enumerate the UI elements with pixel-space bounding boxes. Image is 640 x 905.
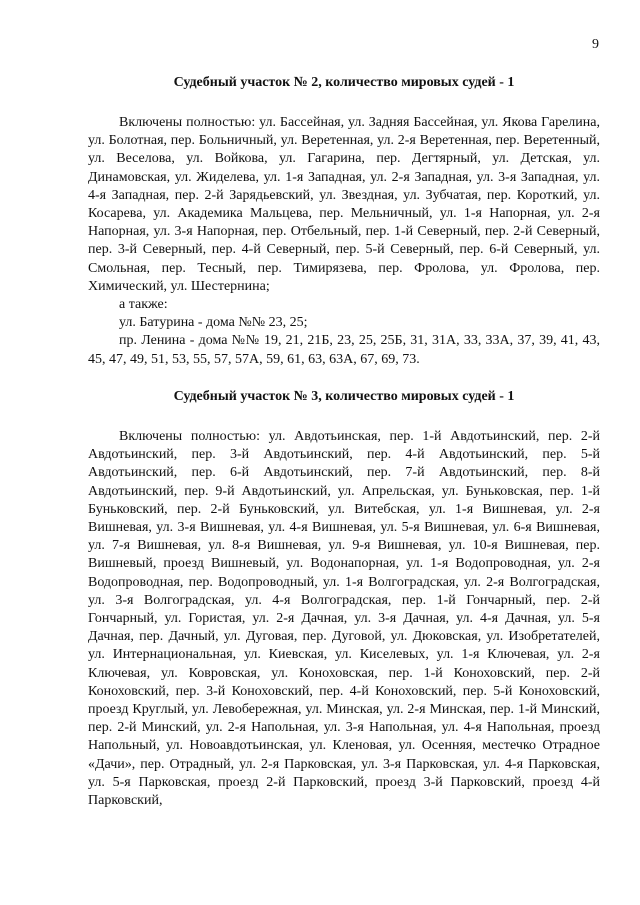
full-inclusion-paragraph: Включены полностью: ул. Авдотьинская, пер. 1-й Авдотьинский, пер. 2-й Авдотьинский, пер. 3-й Авдотьинский, пер. 4-й Авдотьинский, пер. 5-й Авдотьинский, пер. 6-й Авдотьинский, пер. 7-й Авдотьинский, пер. 8-й Авдотьинский, пер. 9-й Авдотьинский, ул. Апрельская, ул. Буньковская, пер. 1-й Буньковский, пер. 2-й Буньковский, ул. Витебская, ул. 1-я Вишневая, ул. 2-я Вишневая, ул. 3-я Вишневая, ул. 4-я Вишневая, ул. 5-я Вишневая, ул. 6-я Вишневая, ул. 7-я Вишневая, ул. 8-я Вишневая, ул. 9-я Вишневая, ул. 10-я Вишневая, пер. Вишневый, проезд Вишневый, ул. Водонапорная, ул. 1-я Водопроводная, ул. 2-я Водопроводная, пер. Водопроводный, ул. 1-я Волгоградская, ул. 2-я Волгоградская, ул. 3-я Волгоградская, ул. 4-я Волгоградская, пер. 1-й Гончарный, пер. 2-й Гончарный, ул. Гористая, ул. 2-я Дачная, ул. 3-я Дачная, ул. 4-я Дачная, ул. 5-я Дачная, пер. Дачный, ул. Дуговая, пер. Дуговой, ул. Дюковская, ул. Изобретателей, ул. Интернациональная, ул. Киевская, ул. Киселевых, ул. 1-я Ключевая, ул. 2-я Ключевая, ул. Ковровская, ул. Коноховская, пер. 1-й Коноховский, пер. 2-й Коноховский, пер. 3-й Коноховский, пер. 4-й Коноховский, пер. 5-й Коноховский, проезд Круглый, ул. Левобережная, ул. Минская, ул. 2-я Минская, пер. 1-й Минский, пер. 2-й Минский, ул. 2-я Напольная, ул. 3-я Напольная, ул. 4-я Напольная, проезд Напольный, ул. Новоавдотьинская, ул. Кленовая, ул. Осенняя, местечко Отрадное «Дачи», пер. Отрадный, ул. 2-я Парковская, ул. 3-я Парковская, ул. 4-я Парковская, ул. 5-я Парковская, проезд 2-й Парковский, проезд 3-й Парковский, проезд 4-й Парковский, <box>88 429 600 809</box>
court-section-3 <box>88 388 600 810</box>
also-label: а также: <box>119 297 168 313</box>
section-body <box>88 428 600 810</box>
section-title: Судебный участок № 2, количество мировых судей - 1 <box>173 75 515 90</box>
court-section-2 <box>88 74 600 369</box>
page-number: 9 <box>592 37 599 52</box>
section-title: Судебный участок № 3, количество мировых судей - 1 <box>173 389 515 404</box>
also-item-baturina: ул. Батурина - дома №№ 23, 25; <box>119 315 308 331</box>
section-body <box>88 114 600 369</box>
full-inclusion-paragraph: Включены полностью: ул. Бассейная, ул. Задняя Бассейная, ул. Якова Гарелина, ул. Болотная, пер. Больничный, ул. Веретенная, ул. 2-я Веретенная, пер. Веретенный, ул. Веселова, ул. Войкова, ул. Гагарина, пер. Дегтярный, ул. Детская, ул. Динамовская, ул. Жиделева, ул. 1-я Западная, ул. 2-я Западная, ул. 3-я Западная, ул. 4-я Западная, пер. 2-й Зарядьевский, ул. Звездная, ул. Зубчатая, пер. Короткий, ул. Косарева, ул. Академика Мальцева, пер. Мельничный, ул. 1-я Напорная, ул. 2-я Напорная, ул. 3-я Напорная, пер. Отбельный, пер. 1-й Северный, пер. 2-й Северный, пер. 3-й Северный, пер. 4-й Северный, пер. 5-й Северный, пер. 6-й Северный, ул. Смольная, пер. Тесный, пер. Тимирязева, пер. Фролова, ул. Фролова, пер. Химический, ул. Шестернина; <box>88 115 600 294</box>
also-item-lenina: пр. Ленина - дома №№ 19, 21, 21Б, 23, 25, 25Б, 31, 31А, 33, 33А, 37, 39, 41, 43, 45, 47, 49, 51, 53, 55, 57, 57А, 59, 61, 63, 63А, 67, 69, 73. <box>88 333 600 367</box>
